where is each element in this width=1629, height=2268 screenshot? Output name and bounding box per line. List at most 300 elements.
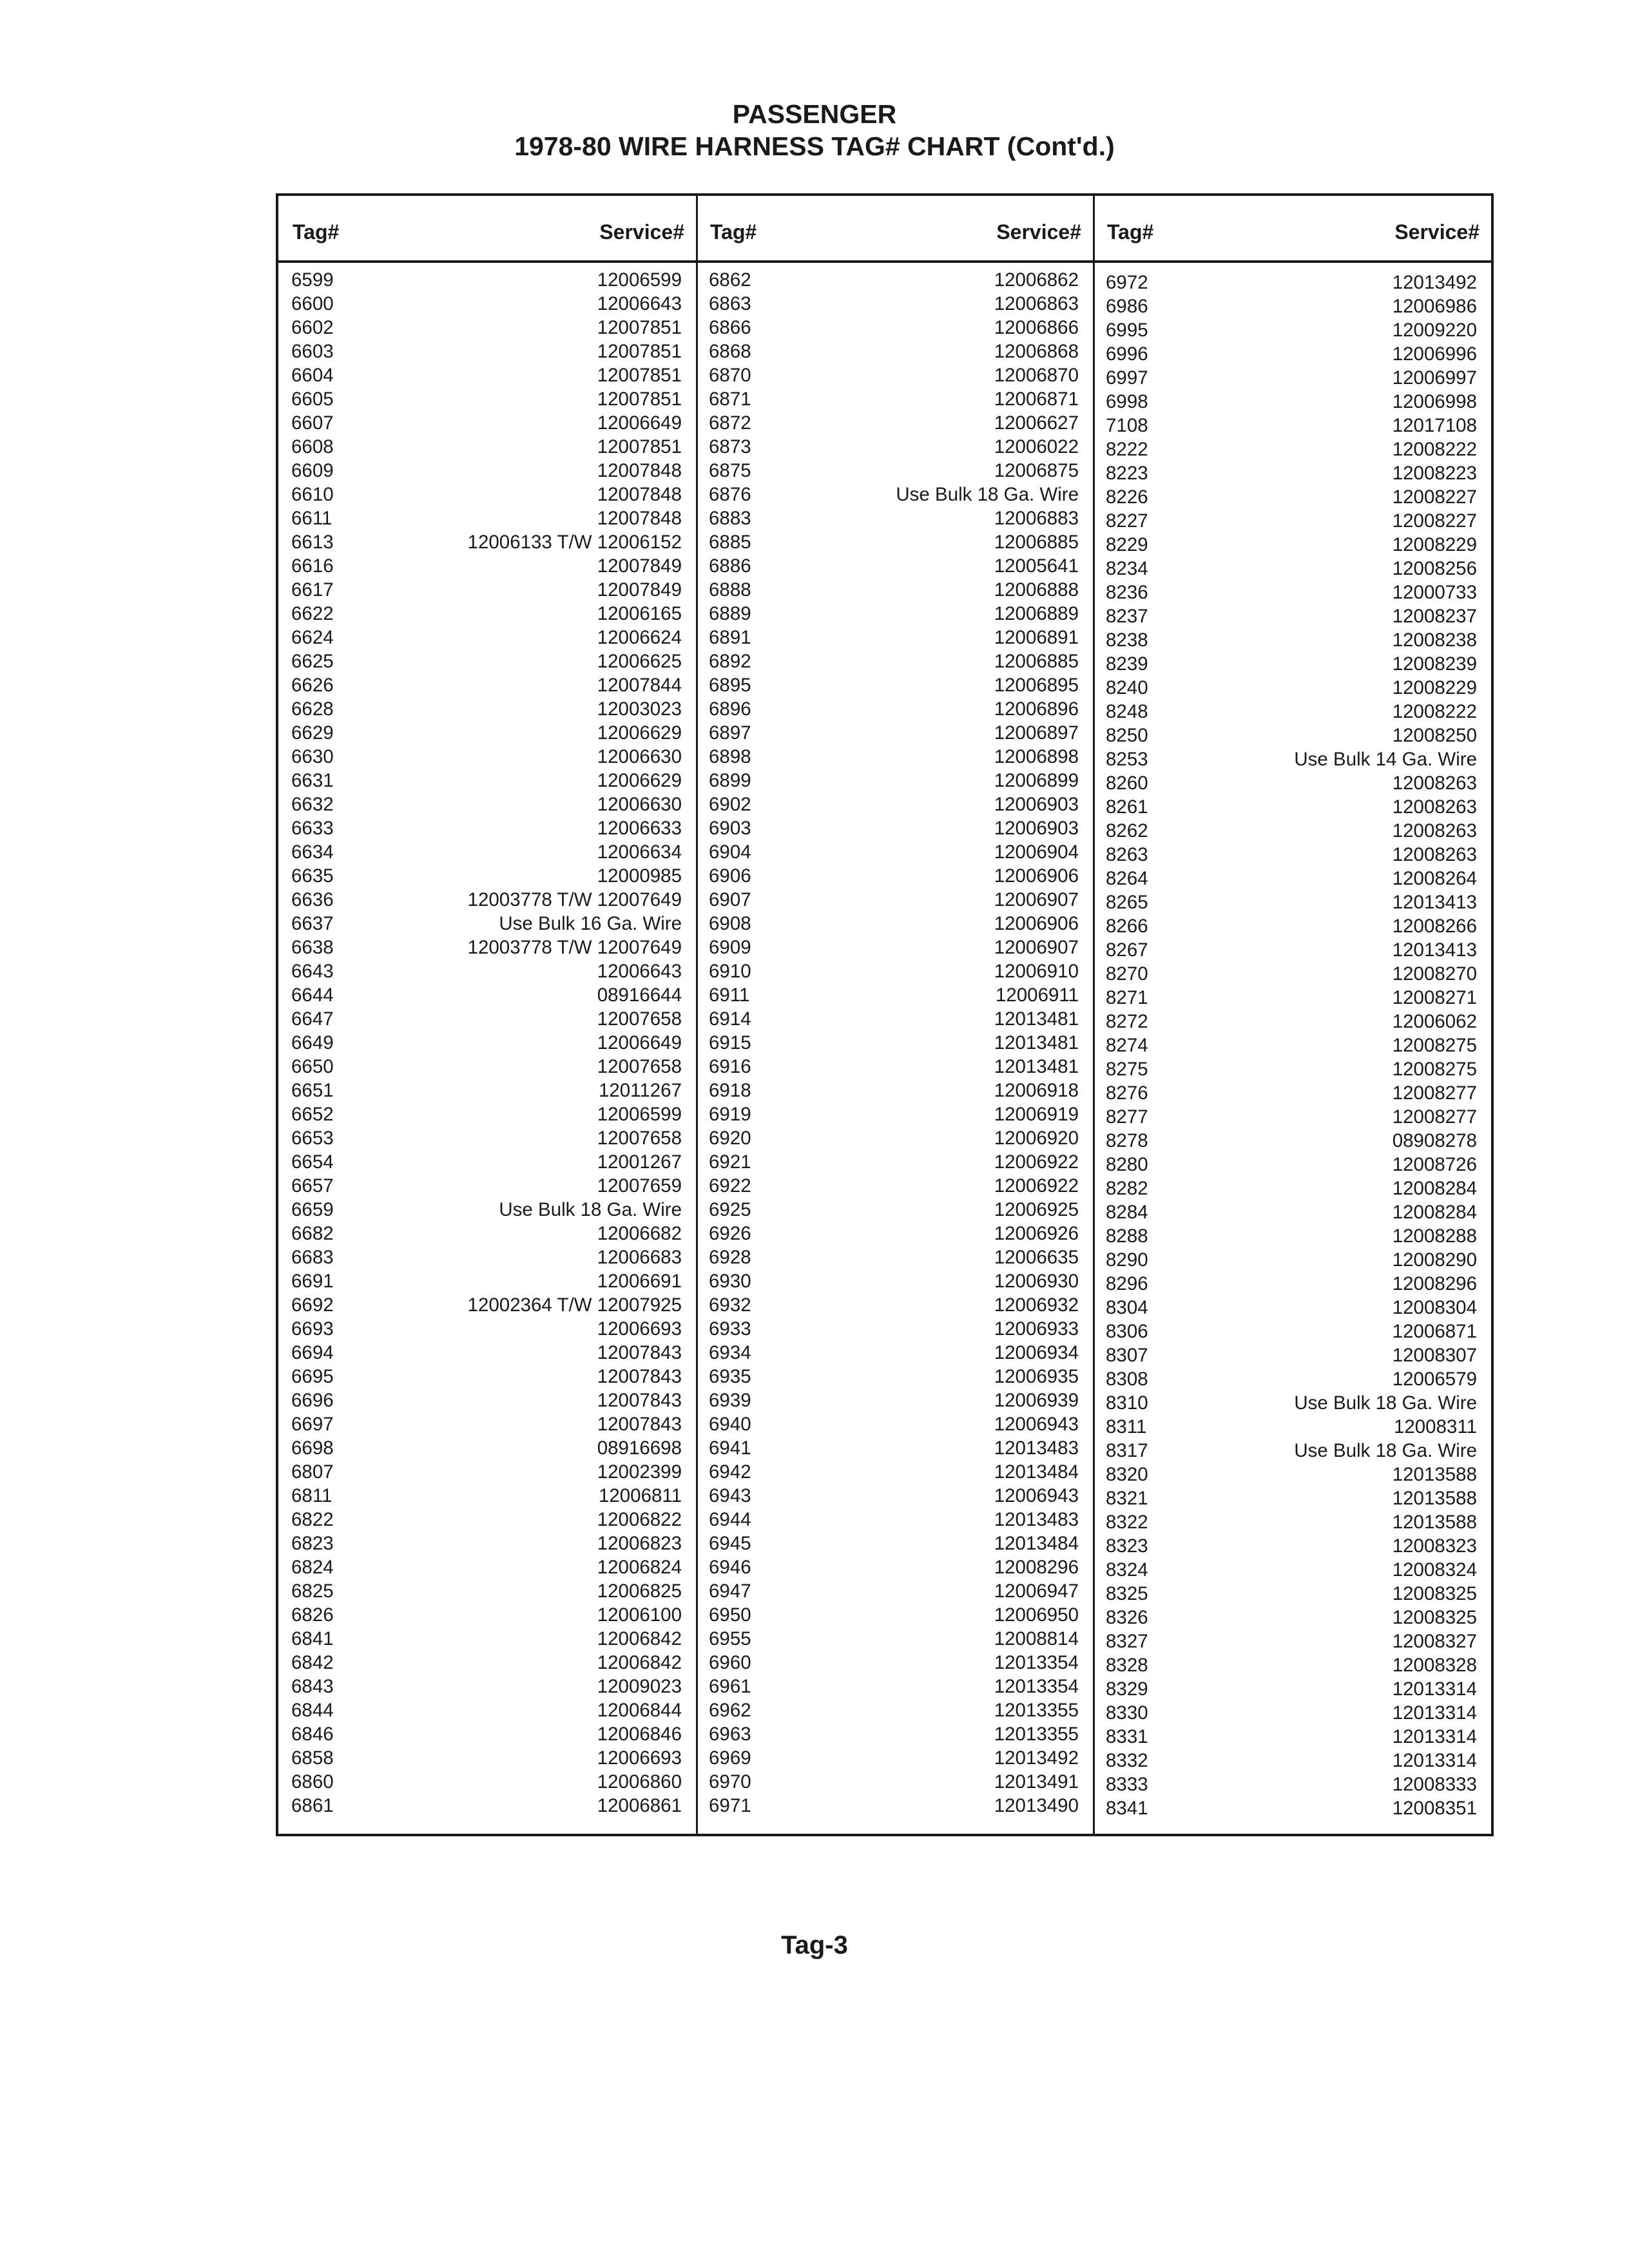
tag-number: 8262 (1106, 820, 1148, 841)
tag-number: 6971 (709, 1795, 751, 1816)
tag-number: 6930 (709, 1271, 751, 1292)
tag-number: 6904 (709, 841, 751, 863)
table-row (1093, 700, 1491, 724)
table-row (696, 721, 1093, 745)
service-number: 12006870 (994, 365, 1079, 386)
service-number: 12006634 (597, 841, 682, 863)
table-row (696, 1579, 1093, 1603)
tag-number: 6629 (291, 722, 334, 744)
tag-number: 6611 (291, 508, 333, 529)
service-number: 12006866 (994, 317, 1079, 338)
tag-number: 6632 (291, 794, 334, 815)
header-service: Service# (996, 220, 1081, 244)
service-number: 12006811 (598, 1485, 682, 1506)
service-number: 12008256 (1392, 558, 1477, 579)
service-number: 12006911 (995, 985, 1079, 1006)
tag-number: 8226 (1106, 486, 1148, 508)
tag-number: 8275 (1106, 1059, 1148, 1080)
service-number: 12005641 (994, 555, 1079, 577)
table-row (1093, 581, 1491, 604)
tag-number: 8304 (1106, 1297, 1148, 1318)
service-number: 12006844 (597, 1700, 682, 1721)
table-row (696, 936, 1093, 959)
header-group-1 (278, 196, 696, 260)
table-row (696, 506, 1093, 530)
table-row (1093, 1773, 1491, 1796)
tag-number: 8310 (1106, 1392, 1148, 1414)
table-row (1093, 342, 1491, 366)
table-row (278, 316, 696, 340)
tag-number: 6910 (709, 961, 751, 982)
service-number: 12008263 (1392, 844, 1477, 865)
tag-number: 6892 (709, 651, 751, 672)
service-number: 12013413 (1392, 892, 1477, 913)
service-number: 12006643 (597, 961, 682, 982)
table-row (278, 1150, 696, 1174)
tag-number: 6622 (291, 603, 334, 624)
tag-number: 6928 (709, 1247, 751, 1268)
service-number: 12007658 (597, 1008, 682, 1030)
service-number: 12013484 (994, 1533, 1079, 1554)
table-row (278, 1245, 696, 1269)
tag-number: 6631 (291, 770, 334, 791)
tag-number: 8322 (1106, 1512, 1148, 1533)
table-row (696, 1651, 1093, 1675)
table-row (1093, 1606, 1491, 1629)
service-number: 12006943 (994, 1414, 1079, 1435)
service-number: 12006943 (994, 1485, 1079, 1506)
tag-number: 6947 (709, 1581, 751, 1602)
service-number: 12013413 (1392, 939, 1477, 961)
tag-number: 6693 (291, 1318, 334, 1340)
table-row (278, 1079, 696, 1102)
service-number: Use Bulk 18 Ga. Wire (896, 484, 1079, 505)
service-number: 08916644 (597, 985, 682, 1006)
service-number: 12013314 (1392, 1702, 1477, 1724)
table-row (278, 626, 696, 649)
tag-number: 6692 (291, 1294, 334, 1316)
table-row (278, 1031, 696, 1055)
table-row (696, 292, 1093, 316)
tag-number: 8333 (1106, 1774, 1148, 1795)
table-row (278, 888, 696, 912)
tag-number: 6995 (1106, 320, 1148, 341)
table-row (1093, 366, 1491, 390)
service-number: 12008222 (1392, 701, 1477, 722)
service-number: 12006883 (994, 508, 1079, 529)
service-number: 12013314 (1392, 1726, 1477, 1747)
tag-number: 6842 (291, 1652, 334, 1673)
service-number: Use Bulk 14 Ga. Wire (1294, 749, 1477, 770)
service-number: 12006625 (597, 651, 682, 672)
tag-number: 8280 (1106, 1154, 1148, 1175)
tag-number: 8222 (1106, 439, 1148, 460)
tag-number: 6650 (291, 1056, 334, 1077)
service-number: 12006871 (994, 389, 1079, 410)
table-row (1093, 1129, 1491, 1153)
tag-number: 8271 (1106, 987, 1148, 1008)
service-number: 12007851 (597, 317, 682, 338)
tag-number: 6885 (709, 532, 751, 553)
tag-number: 8274 (1106, 1035, 1148, 1056)
table-row (1093, 1653, 1491, 1677)
tag-number: 6916 (709, 1056, 751, 1077)
tag-number: 6866 (709, 317, 751, 338)
table-row (278, 1269, 696, 1293)
service-number: 12006825 (597, 1581, 682, 1602)
table-row (696, 1055, 1093, 1079)
tag-number: 6871 (709, 389, 751, 410)
tag-number: 8330 (1106, 1702, 1148, 1724)
tag-number: 8332 (1106, 1750, 1148, 1771)
table-row (696, 340, 1093, 363)
tag-number: 8306 (1106, 1321, 1148, 1342)
table-row (696, 1245, 1093, 1269)
table-row (1093, 1534, 1491, 1558)
column-group-2 (696, 263, 1093, 1834)
table-row (278, 745, 696, 769)
header-group-2 (696, 196, 1093, 260)
service-number: 12008275 (1392, 1035, 1477, 1056)
tag-number: 6634 (291, 841, 334, 863)
table-row (696, 1627, 1093, 1651)
table-row (696, 1365, 1093, 1389)
column-divider (696, 196, 698, 1834)
table-header-row (278, 196, 1491, 263)
service-number: 12006633 (597, 818, 682, 839)
service-number: 12008311 (1393, 1416, 1477, 1437)
table-row (1093, 1367, 1491, 1391)
table-row (278, 1794, 696, 1818)
service-number: 12003023 (597, 698, 682, 720)
table-row (278, 1389, 696, 1412)
table-row (696, 888, 1093, 912)
service-number: 12006903 (994, 818, 1079, 839)
tag-number: 8324 (1106, 1559, 1148, 1581)
tag-number: 8288 (1106, 1225, 1148, 1247)
tag-number: 6600 (291, 293, 334, 314)
tag-number: 6696 (291, 1390, 334, 1411)
table-row (1093, 1725, 1491, 1749)
service-number: 12006868 (994, 341, 1079, 362)
table-row (696, 1484, 1093, 1508)
tag-number: 6843 (291, 1676, 334, 1697)
tag-number: 6896 (709, 698, 751, 720)
table-row (278, 959, 696, 983)
service-number: 12006842 (597, 1628, 682, 1649)
table-row (1093, 819, 1491, 843)
tag-number: 6691 (291, 1271, 334, 1292)
table-row (278, 1603, 696, 1627)
service-number: 12013492 (1392, 272, 1477, 293)
tag-number: 8264 (1106, 868, 1148, 889)
tag-number: 6908 (709, 913, 751, 934)
tag-number: 6637 (291, 913, 334, 934)
table-row (1093, 1010, 1491, 1033)
table-row (696, 459, 1093, 483)
table-row (278, 721, 696, 745)
table-row (278, 1341, 696, 1365)
tag-number: 6911 (709, 985, 750, 1006)
tag-number: 6891 (709, 627, 751, 648)
service-number: 12008264 (1392, 868, 1477, 889)
service-number: 12006885 (994, 651, 1079, 672)
table-row (278, 1317, 696, 1341)
table-row (278, 912, 696, 936)
service-number: 12006643 (597, 293, 682, 314)
tag-number: 8227 (1106, 510, 1148, 532)
service-number: 12006922 (994, 1151, 1079, 1173)
table-row (278, 1365, 696, 1389)
service-number: 12006925 (994, 1199, 1079, 1220)
service-number: 12006996 (1392, 343, 1477, 365)
service-number: 12006846 (597, 1724, 682, 1745)
service-number: 12013354 (994, 1652, 1079, 1673)
tag-number: 8321 (1106, 1488, 1148, 1509)
tag-number: 8326 (1106, 1607, 1148, 1628)
table-row (1093, 962, 1491, 986)
service-number: 12008223 (1392, 463, 1477, 484)
service-number: 12006907 (994, 889, 1079, 910)
table-row (696, 697, 1093, 721)
tag-number: 6915 (709, 1032, 751, 1053)
service-number: 12006934 (994, 1342, 1079, 1363)
tag-number: 6918 (709, 1080, 751, 1101)
service-number: 12006693 (597, 1318, 682, 1340)
table-row (696, 1603, 1093, 1627)
title-line-2: 1978-80 WIRE HARNESS TAG# CHART (Cont'd.) (514, 131, 1115, 161)
table-row (696, 1532, 1093, 1555)
tag-number: 6950 (709, 1604, 751, 1626)
tag-number: 6933 (709, 1318, 751, 1340)
table-row (1093, 1343, 1491, 1367)
tag-number: 6963 (709, 1724, 751, 1745)
table-row (1093, 1677, 1491, 1701)
service-number: 12013481 (994, 1032, 1079, 1053)
service-number: 12003778 T/W 12007649 (467, 889, 682, 910)
table-row (696, 673, 1093, 697)
tag-number: 8253 (1106, 749, 1148, 770)
table-row (278, 1198, 696, 1222)
table-row (1093, 390, 1491, 414)
tag-number: 8341 (1106, 1798, 1148, 1819)
table-row (278, 793, 696, 816)
table-body (278, 263, 1491, 1834)
tag-number: 6607 (291, 412, 334, 434)
service-number: 12006599 (597, 269, 682, 291)
service-number: 12008229 (1392, 534, 1477, 555)
header-group-3 (1093, 196, 1491, 260)
table-row (278, 1460, 696, 1484)
service-number: 12007659 (597, 1175, 682, 1196)
table-row (1093, 1081, 1491, 1105)
tag-number: 6647 (291, 1008, 334, 1030)
table-row (278, 411, 696, 435)
service-number: 12007851 (597, 365, 682, 386)
table-row (1093, 1582, 1491, 1606)
table-row (1093, 461, 1491, 485)
table-row (1093, 1486, 1491, 1510)
tag-number: 6858 (291, 1747, 334, 1769)
tag-number: 6920 (709, 1128, 751, 1149)
tag-number: 8296 (1106, 1273, 1148, 1294)
service-number: 12006100 (597, 1604, 682, 1626)
service-number: 12006860 (597, 1771, 682, 1792)
table-row (696, 1126, 1093, 1150)
service-number: 12013588 (1392, 1512, 1477, 1533)
service-number: 12006926 (994, 1223, 1079, 1244)
tag-number: 6657 (291, 1175, 334, 1196)
service-number: 12007848 (597, 484, 682, 505)
service-number: 12008277 (1392, 1106, 1477, 1128)
tag-number: 8229 (1106, 534, 1148, 555)
tag-number: 6605 (291, 389, 334, 410)
table-row (696, 649, 1093, 673)
table-row (278, 649, 696, 673)
service-number: 12006947 (994, 1581, 1079, 1602)
table-row (696, 626, 1093, 649)
table-row (1093, 1177, 1491, 1200)
table-row (278, 1746, 696, 1770)
tag-number: 6616 (291, 555, 334, 577)
service-number: 12009220 (1392, 320, 1477, 341)
tag-number: 6635 (291, 865, 334, 887)
service-number: 12008814 (994, 1628, 1079, 1649)
table-row (278, 363, 696, 387)
tag-number: 6811 (291, 1485, 333, 1506)
service-number: 12008296 (1392, 1273, 1477, 1294)
service-number: 12006906 (994, 865, 1079, 887)
service-number: 12008250 (1392, 725, 1477, 746)
tag-number: 6888 (709, 579, 751, 601)
tag-number: 6906 (709, 865, 751, 887)
table-row (1093, 271, 1491, 294)
service-number: 12007849 (597, 555, 682, 577)
table-row (1093, 485, 1491, 509)
tag-number: 6841 (291, 1628, 334, 1649)
service-number: 12013314 (1392, 1678, 1477, 1700)
tag-number: 8261 (1106, 796, 1148, 818)
table-row (278, 1698, 696, 1722)
table-row (696, 1317, 1093, 1341)
service-number: 12013483 (994, 1509, 1079, 1530)
tag-number: 6914 (709, 1008, 751, 1030)
service-number: 12013588 (1392, 1488, 1477, 1509)
service-number: 12006935 (994, 1366, 1079, 1387)
tag-number: 6997 (1106, 367, 1148, 389)
table-row (696, 387, 1093, 411)
tag-number: 8308 (1106, 1369, 1148, 1390)
table-row (278, 1293, 696, 1317)
service-number: 12006579 (1392, 1369, 1477, 1390)
table-row (1093, 1153, 1491, 1177)
tag-number: 8284 (1106, 1202, 1148, 1223)
service-number: 12013355 (994, 1700, 1079, 1721)
tag-number: 6998 (1106, 391, 1148, 412)
table-row (1093, 509, 1491, 533)
table-row (1093, 1033, 1491, 1057)
tag-number: 8267 (1106, 939, 1148, 961)
table-row (696, 1698, 1093, 1722)
tag-number: 8248 (1106, 701, 1148, 722)
table-row (278, 1484, 696, 1508)
tag-number: 6654 (291, 1151, 334, 1173)
service-number: 12007843 (597, 1414, 682, 1435)
service-number: 12013481 (994, 1008, 1079, 1030)
tag-number: 8239 (1106, 653, 1148, 675)
table-row (696, 793, 1093, 816)
tag-number: 6697 (291, 1414, 334, 1435)
service-number: 12006842 (597, 1652, 682, 1673)
service-number: 12007851 (597, 389, 682, 410)
tag-number: 6941 (709, 1437, 751, 1459)
table-row (696, 1460, 1093, 1484)
service-number: 12008323 (1392, 1535, 1477, 1557)
table-row (278, 983, 696, 1007)
tag-number: 8238 (1106, 629, 1148, 651)
tag-number: 6630 (291, 746, 334, 767)
table-row (696, 483, 1093, 506)
table-row (278, 1770, 696, 1794)
service-number: 12013314 (1392, 1750, 1477, 1771)
service-number: 12009023 (597, 1676, 682, 1697)
tag-number: 6907 (709, 889, 751, 910)
service-number: 12013354 (994, 1676, 1079, 1697)
service-number: 12008284 (1392, 1202, 1477, 1223)
tag-number: 6599 (291, 269, 334, 291)
service-number: 12006896 (994, 698, 1079, 720)
service-number: 08916698 (597, 1437, 682, 1459)
table-row (1093, 867, 1491, 890)
tag-number: 8329 (1106, 1678, 1148, 1700)
table-row (278, 1126, 696, 1150)
tag-number: 6604 (291, 365, 334, 386)
tag-number: 8223 (1106, 463, 1148, 484)
service-number: 12008239 (1392, 653, 1477, 675)
tag-number: 6846 (291, 1724, 334, 1745)
tag-number: 6960 (709, 1652, 751, 1673)
table-row (1093, 1105, 1491, 1129)
tag-number: 6861 (291, 1795, 334, 1816)
table-row (1093, 652, 1491, 676)
service-number: 12006630 (597, 746, 682, 767)
table-row (1093, 1439, 1491, 1463)
table-row (1093, 890, 1491, 914)
service-number: 12006904 (994, 841, 1079, 863)
table-row (1093, 1749, 1491, 1773)
tag-number: 6996 (1106, 343, 1148, 365)
tag-number: 6822 (291, 1509, 334, 1530)
tag-number: 6826 (291, 1604, 334, 1626)
table-row (696, 530, 1093, 554)
tag-number: 8260 (1106, 773, 1148, 794)
tag-number: 6608 (291, 436, 334, 457)
service-number: 12008324 (1392, 1559, 1477, 1581)
service-number: 12006861 (597, 1795, 682, 1816)
tag-number: 6633 (291, 818, 334, 839)
service-number: 12006823 (597, 1533, 682, 1554)
service-number: 12003778 T/W 12007649 (467, 937, 682, 958)
service-number: 12006930 (994, 1271, 1079, 1292)
table-row (696, 983, 1093, 1007)
table-row (1093, 294, 1491, 318)
tag-number: 8240 (1106, 677, 1148, 698)
table-row (1093, 557, 1491, 581)
service-number: 12006997 (1392, 367, 1477, 389)
table-row (696, 1675, 1093, 1698)
service-number: 12008325 (1392, 1583, 1477, 1604)
service-number: 12008229 (1392, 677, 1477, 698)
